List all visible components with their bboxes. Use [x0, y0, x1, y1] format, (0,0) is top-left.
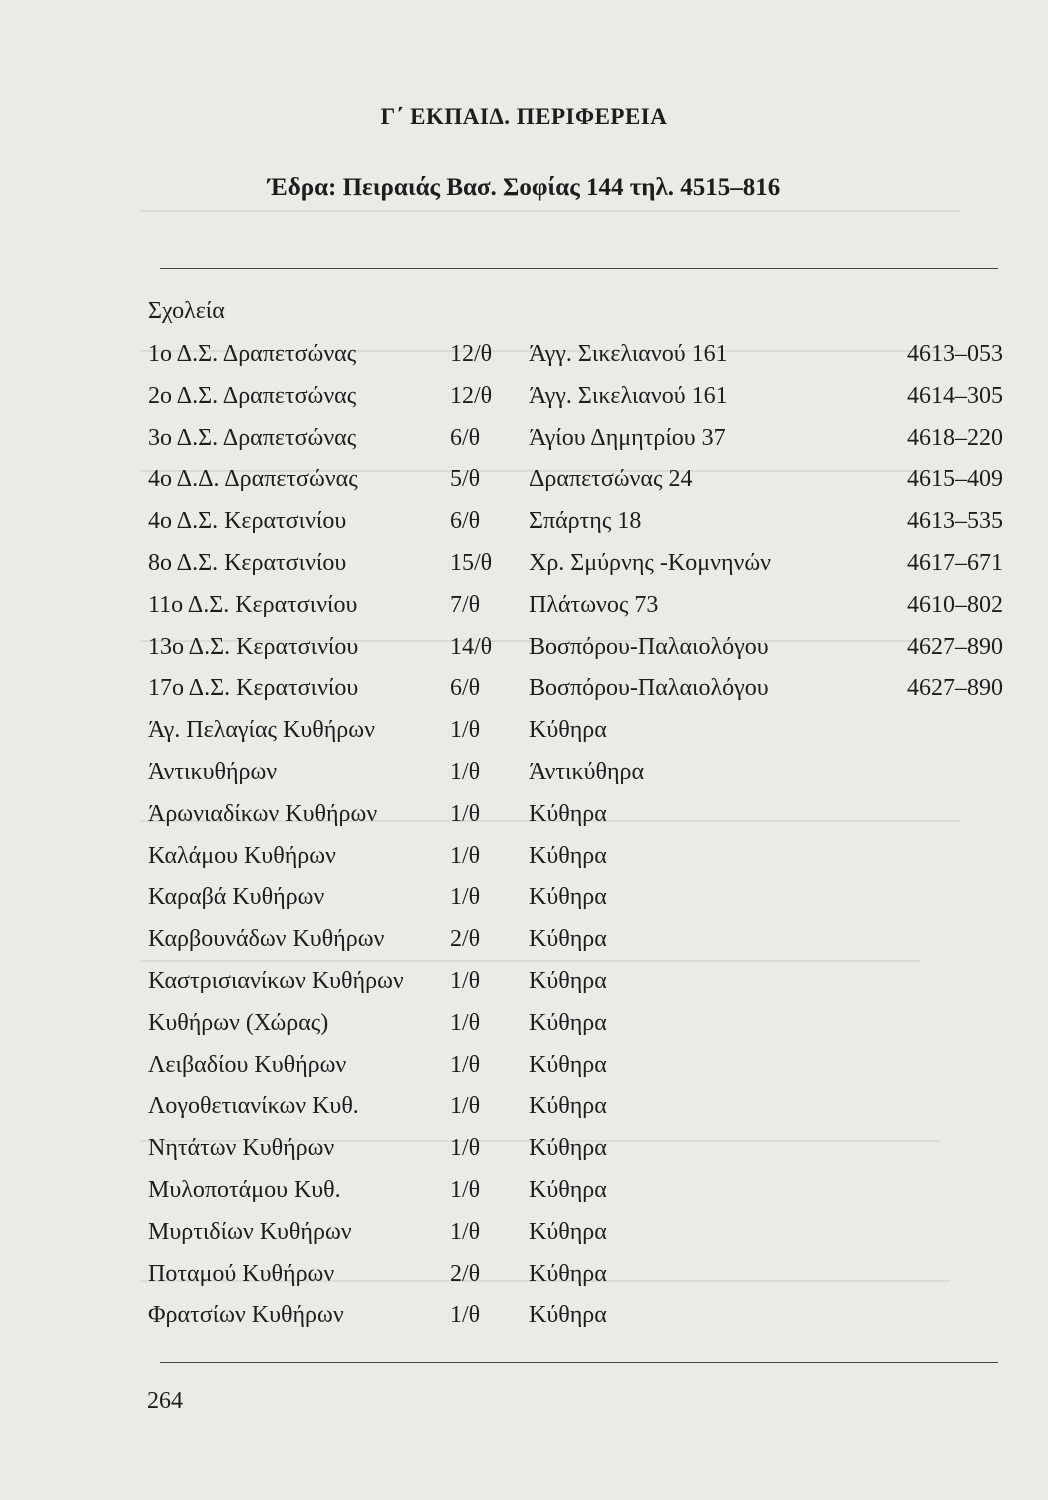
table-row: [148, 627, 1003, 669]
school-name: Μυλοποτάμου Κυθ.: [148, 1176, 341, 1203]
table-row: [148, 1045, 1003, 1087]
bottom-rule: [160, 1362, 998, 1363]
school-name: Καλάμου Κυθήρων: [148, 842, 336, 869]
school-name: 4ο Δ.Σ. Κερατσινίου: [148, 508, 347, 535]
school-name: Ποταμού Κυθήρων: [148, 1260, 335, 1287]
school-positions: 1/θ: [450, 1302, 481, 1329]
school-name: 3ο Δ.Σ. Δραπετσώνας: [148, 424, 357, 451]
top-rule: [160, 268, 998, 269]
school-positions: 1/θ: [450, 758, 481, 785]
school-name: Κυθήρων (Χώρας): [148, 1009, 329, 1036]
table-row: [148, 1128, 1003, 1170]
table-row: [148, 1170, 1003, 1212]
school-address: Κύθηρα: [529, 1135, 607, 1162]
school-address: Άγγ. Σικελιανού 161: [529, 382, 728, 409]
school-address: Κύθηρα: [529, 717, 607, 744]
school-name: Φρατσίων Κυθήρων: [148, 1302, 344, 1329]
table-row: [148, 710, 1003, 752]
table-row: [148, 836, 1003, 878]
school-phone: 4615–409: [907, 466, 1003, 493]
table-row: [148, 501, 1003, 543]
school-name: 1ο Δ.Σ. Δραπετσώνας: [148, 341, 357, 367]
school-address: Κύθηρα: [529, 1260, 607, 1287]
school-positions: 15/θ: [450, 549, 493, 576]
school-address: Κύθηρα: [529, 1009, 607, 1036]
school-name: Καρβουνάδων Κυθήρων: [148, 926, 385, 953]
school-phone: 4627–890: [907, 675, 1003, 702]
school-positions: 1/θ: [450, 1009, 481, 1036]
school-name: Λογοθετιανίκων Κυθ.: [148, 1093, 359, 1120]
school-address: Κύθηρα: [529, 1176, 607, 1203]
school-phone: 4610–802: [907, 591, 1003, 618]
table-row: [148, 543, 1003, 585]
school-address: Κύθηρα: [529, 1051, 607, 1078]
table-row: [148, 668, 1003, 710]
school-positions: 1/θ: [450, 842, 481, 869]
school-phone: 4618–220: [907, 424, 1003, 451]
school-name: Άρωνιαδίκων Κυθήρων: [148, 800, 378, 827]
school-address: Άγγ. Σικελιανού 161: [529, 341, 728, 367]
school-positions: 14/θ: [450, 633, 493, 660]
school-positions: 1/θ: [450, 884, 481, 911]
school-address: Βοσπόρου-Παλαιολόγου: [529, 675, 769, 702]
table-row: [148, 752, 1003, 794]
table-row: [148, 1003, 1003, 1045]
table-row: [148, 877, 1003, 919]
school-name: Λειβαδίου Κυθήρων: [148, 1051, 347, 1078]
school-address: Κύθηρα: [529, 926, 607, 953]
school-address: Κύθηρα: [529, 967, 607, 994]
school-address: Κύθηρα: [529, 1093, 607, 1120]
school-phone: 4613–535: [907, 508, 1003, 535]
school-address: Χρ. Σμύρνης -Κομνηνών: [529, 549, 772, 576]
table-row: [148, 585, 1003, 627]
school-name: 17ο Δ.Σ. Κερατσινίου: [148, 675, 359, 702]
school-address: Κύθηρα: [529, 1302, 607, 1329]
school-positions: 6/θ: [450, 424, 481, 451]
school-positions: 1/θ: [450, 800, 481, 827]
table-row: [148, 794, 1003, 836]
school-positions: 1/θ: [450, 967, 481, 994]
school-positions: 6/θ: [450, 675, 481, 702]
page-title: Γ΄ ΕΚΠΑΙΔ. ΠΕΡΙΦΕΡΕΙΑ: [380, 104, 668, 129]
table-row: [148, 1254, 1003, 1296]
school-address: Πλάτωνος 73: [529, 591, 659, 618]
school-positions: 2/θ: [450, 1260, 481, 1287]
school-name: Άντικυθήρων: [148, 758, 278, 785]
school-positions: 7/θ: [450, 591, 481, 618]
school-name: Καραβά Κυθήρων: [148, 884, 325, 911]
school-address: Άντικύθηρα: [529, 758, 645, 785]
table-row: [148, 459, 1003, 501]
school-name: 8ο Δ.Σ. Κερατσινίου: [148, 549, 347, 576]
school-positions: 12/θ: [450, 382, 493, 409]
school-name: Νητάτων Κυθήρων: [148, 1135, 335, 1162]
table-row: [148, 376, 1003, 418]
table-row: [148, 1086, 1003, 1128]
table-row: [148, 1295, 1003, 1337]
section-label: Σχολεία: [148, 298, 225, 324]
table-row: [148, 919, 1003, 961]
school-name: 4ο Δ.Δ. Δραπετσώνας: [148, 466, 358, 493]
page-subtitle: Έδρα: Πειραιάς Βασ. Σοφίας 144 τηλ. 4515–816: [267, 174, 781, 201]
school-positions: 12/θ: [450, 341, 493, 367]
school-positions: 1/θ: [450, 1176, 481, 1203]
school-positions: 1/θ: [450, 717, 481, 744]
school-name: 13ο Δ.Σ. Κερατσινίου: [148, 633, 359, 660]
school-address: Βοσπόρου-Παλαιολόγου: [529, 633, 769, 660]
school-positions: 1/θ: [450, 1051, 481, 1078]
school-phone: 4614–305: [907, 382, 1003, 409]
school-phone: 4613–053: [907, 341, 1003, 367]
school-name: Καστρισιανίκων Κυθήρων: [148, 967, 404, 994]
school-address: Άγίου Δημητρίου 37: [529, 424, 726, 451]
school-name: Άγ. Πελαγίας Κυθήρων: [148, 717, 375, 744]
school-address: Κύθηρα: [529, 800, 607, 827]
school-name: 2ο Δ.Σ. Δραπετσώνας: [148, 382, 357, 409]
school-name: Μυρτιδίων Κυθήρων: [148, 1218, 352, 1245]
school-positions: 1/θ: [450, 1135, 481, 1162]
table-row: [148, 418, 1003, 460]
school-address: Δραπετσώνας 24: [529, 466, 693, 493]
school-positions: 2/θ: [450, 926, 481, 953]
school-positions: 5/θ: [450, 466, 481, 493]
school-phone: 4617–671: [907, 549, 1003, 576]
school-address: Σπάρτης 18: [529, 508, 642, 535]
school-positions: 6/θ: [450, 508, 481, 535]
school-positions: 1/θ: [450, 1218, 481, 1245]
school-positions: 1/θ: [450, 1093, 481, 1120]
table-row: [148, 1212, 1003, 1254]
schools-table: [148, 334, 1003, 1337]
table-row: [148, 334, 1003, 376]
school-phone: 4627–890: [907, 633, 1003, 660]
page-number: 264: [147, 1388, 183, 1414]
table-row: [148, 961, 1003, 1003]
school-address: Κύθηρα: [529, 1218, 607, 1245]
school-address: Κύθηρα: [529, 842, 607, 869]
school-address: Κύθηρα: [529, 884, 607, 911]
school-name: 11ο Δ.Σ. Κερατσινίου: [148, 591, 358, 618]
